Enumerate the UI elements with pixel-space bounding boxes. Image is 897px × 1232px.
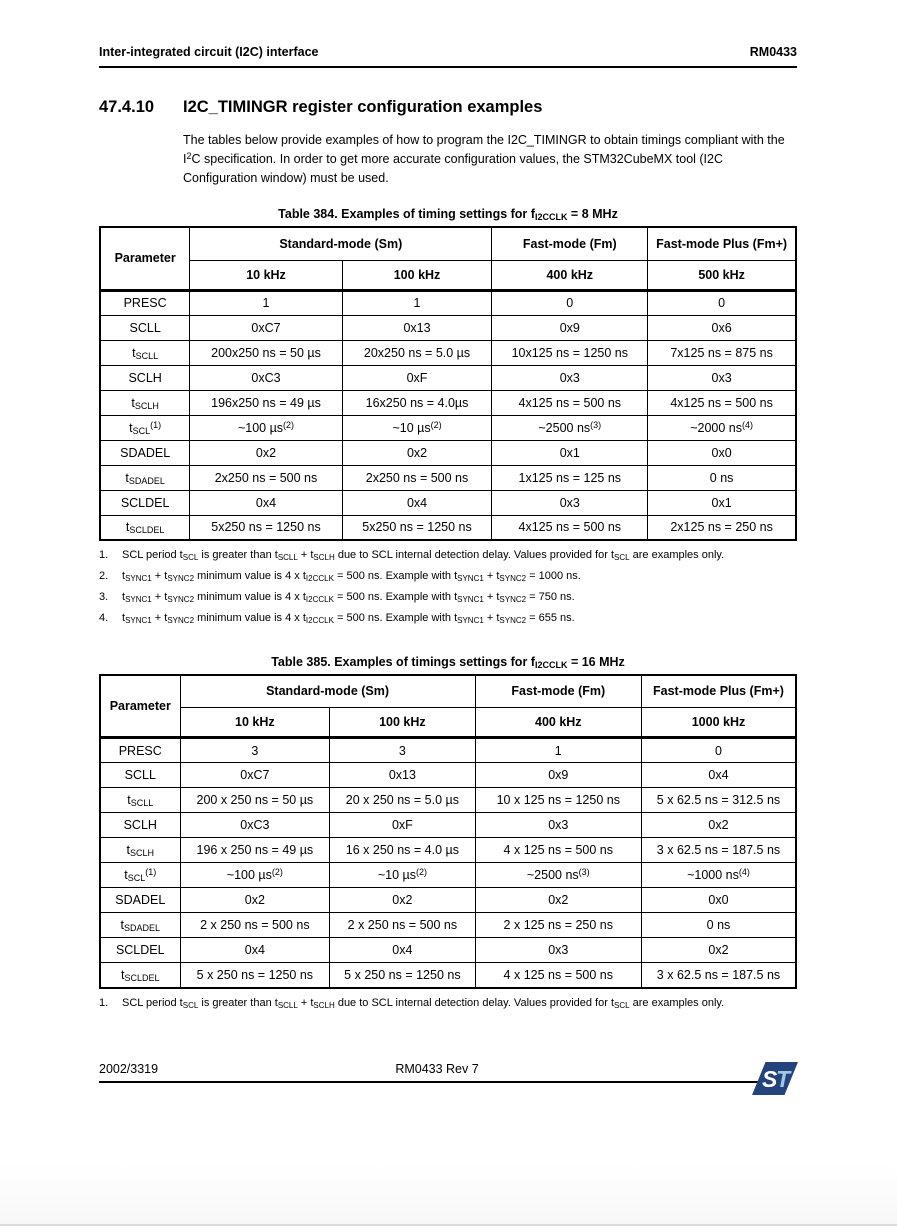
value-cell: 0x0	[648, 440, 796, 465]
table-block	[99, 207, 797, 626]
param-cell: PRESC	[100, 290, 190, 315]
footnote-number: 4.	[99, 612, 109, 624]
value-cell: 2x125 ns = 250 ns	[648, 515, 796, 540]
value-cell: 0x3	[475, 813, 641, 838]
value-cell: 10 x 125 ns = 1250 ns	[475, 788, 641, 813]
footnote-text: SCL period $t_{SCL}$ is greater than $t_{SCLL} + t_{SCLH}$ due to SCL internal detection delay. Values provided for $t_{SCL}$ are examples only.	[122, 549, 725, 562]
table-row	[100, 763, 796, 788]
footnote-item	[99, 549, 797, 563]
footnote-number: 2.	[99, 570, 109, 582]
value-cell: 2x250 ns = 500 ns	[342, 465, 492, 490]
param-cell: $t_{SCLL}$	[100, 788, 180, 813]
value-cell: 2 x 250 ns = 500 ns	[180, 913, 330, 938]
col-header-frequency: 10 kHz	[180, 708, 330, 738]
table-row	[100, 888, 796, 913]
value-cell: 7x125 ns = 875 ns	[648, 340, 796, 365]
col-header-parameter: Parameter	[100, 227, 190, 290]
table-row	[100, 963, 796, 988]
header-row-modes	[100, 675, 796, 708]
timing-table	[99, 674, 797, 989]
footnote-number: 1.	[99, 996, 109, 1009]
col-header-mode: Fast-mode (Fm)	[475, 675, 641, 708]
value-cell: 0 ns	[641, 913, 796, 938]
col-header-frequency: 400 kHz	[492, 260, 648, 290]
col-header-frequency: 100 kHz	[330, 708, 475, 738]
value-cell: 4 x 125 ns = 500 ns	[475, 838, 641, 863]
value-cell: 0x6	[648, 315, 796, 340]
table-row	[100, 515, 796, 540]
value-cell: 1	[190, 290, 342, 315]
value-cell: 4 x 125 ns = 500 ns	[475, 963, 641, 988]
value-cell: ~1000 $ns^{(4)}$	[641, 863, 796, 888]
table-footnotes	[99, 997, 797, 1011]
footnote-number: 3.	[99, 591, 109, 603]
value-cell: ~2500 $ns^{(3)}$	[475, 863, 641, 888]
value-cell: 3	[330, 738, 475, 763]
intro-paragraph: The tables below provide examples of how to program the I2C_TIMINGR to obtain timings compliant with the $I^2C$ specification. In order to get more accurate configuration values, the STM32CubeMX tool (I2C Configuration window) must be used.	[183, 133, 785, 185]
value-cell: 4x125 ns = 500 ns	[648, 390, 796, 415]
param-cell: $t_{SCLL}$	[100, 340, 190, 365]
value-cell: 0x3	[492, 490, 648, 515]
page-bottom-border	[0, 1224, 897, 1226]
value-cell: 0x2	[641, 938, 796, 963]
section-number: 47.4.10	[99, 98, 155, 116]
param-cell: PRESC	[100, 738, 180, 763]
value-cell: 0x13	[330, 763, 475, 788]
value-cell: 2 x 250 ns = 500 ns	[330, 913, 475, 938]
table-row	[100, 440, 796, 465]
col-header-frequency: 500 kHz	[648, 260, 796, 290]
value-cell: 200 x 250 ns = 50 µs	[180, 788, 330, 813]
param-cell: $t_{SCL}^{(1)}$	[100, 863, 180, 888]
param-cell: $t_{SCLDEL}$	[100, 515, 190, 540]
param-cell: SCLH	[100, 813, 180, 838]
table-row	[100, 415, 796, 440]
header-row-frequencies	[100, 708, 796, 738]
document-page	[99, 0, 797, 1018]
param-cell: SDADEL	[100, 440, 190, 465]
value-cell: 5x250 ns = 1250 ns	[342, 515, 492, 540]
table-row	[100, 490, 796, 515]
footnote-text: $t_{SYNC1} + t_{SYNC2}$ minimum value is 4 x $t_{I2CCLK} = 500$ ns. Example with $t_{SYNC1} + t_{SYNC2} = 655$ ns.	[122, 612, 575, 625]
table-row	[100, 340, 796, 365]
value-cell: 200x250 ns = 50 µs	[190, 340, 342, 365]
value-cell: 5x250 ns = 1250 ns	[190, 515, 342, 540]
value-cell: 0x2	[330, 888, 475, 913]
value-cell: 196x250 ns = 49 µs	[190, 390, 342, 415]
value-cell: 0xC3	[180, 813, 330, 838]
footnote-item	[99, 612, 797, 626]
table-block	[99, 655, 797, 1011]
value-cell: 0x9	[475, 763, 641, 788]
value-cell: 0x3	[492, 365, 648, 390]
table-row	[100, 938, 796, 963]
value-cell: 0xF	[330, 813, 475, 838]
param-cell: $t_{SCL}^{(1)}$	[100, 415, 190, 440]
section-title: I2C_TIMINGR register configuration examples	[183, 98, 543, 116]
value-cell: 0x4	[180, 938, 330, 963]
value-cell: 0xC3	[190, 365, 342, 390]
value-cell: 0	[492, 290, 648, 315]
st-logo	[752, 1061, 798, 1096]
header-doc-id: RM0433	[749, 45, 797, 59]
value-cell: 0	[648, 290, 796, 315]
value-cell: 0x2	[180, 888, 330, 913]
table-row	[100, 863, 796, 888]
footnote-item	[99, 570, 797, 584]
table-row	[100, 913, 796, 938]
value-cell: ~2000 $ns^{(4)}$	[648, 415, 796, 440]
param-cell: $t_{SDADEL}$	[100, 913, 180, 938]
param-cell: $t_{SCLH}$	[100, 838, 180, 863]
col-header-parameter: Parameter	[100, 675, 180, 738]
value-cell: 3	[180, 738, 330, 763]
value-cell: 3 x 62.5 ns = 187.5 ns	[641, 963, 796, 988]
value-cell: 1	[342, 290, 492, 315]
col-header-mode: Fast-mode (Fm)	[492, 227, 648, 260]
value-cell: 0x1	[492, 440, 648, 465]
value-cell: 0xC7	[180, 763, 330, 788]
footer-doc-rev: RM0433 Rev 7	[395, 1062, 479, 1076]
param-cell: $t_{SDADEL}$	[100, 465, 190, 490]
col-header-frequency: 1000 kHz	[641, 708, 796, 738]
value-cell: 5 x 62.5 ns = 312.5 ns	[641, 788, 796, 813]
table-row	[100, 738, 796, 763]
footnote-item	[99, 997, 797, 1011]
value-cell: 0x2	[475, 888, 641, 913]
value-cell: 5 x 250 ns = 1250 ns	[180, 963, 330, 988]
timing-table	[99, 226, 797, 541]
value-cell: 4x125 ns = 500 ns	[492, 390, 648, 415]
table-row	[100, 315, 796, 340]
table-row	[100, 465, 796, 490]
section-heading	[99, 98, 797, 117]
param-cell: SCLL	[100, 315, 190, 340]
header-chapter-title: Inter-integrated circuit (I2C) interface	[99, 45, 319, 59]
table-caption: Table 384. Examples of timing settings for $f_{I2CCLK} = 8$ MHz	[278, 207, 618, 222]
footnote-text: $t_{SYNC1} + t_{SYNC2}$ minimum value is 4 x $t_{I2CCLK} = 500$ ns. Example with $t_{SYNC1} + t_{SYNC2} = 1000$ ns.	[122, 570, 581, 583]
footnote-item	[99, 591, 797, 605]
value-cell: 0x4	[330, 938, 475, 963]
col-header-mode: Standard-mode (Sm)	[190, 227, 492, 260]
value-cell: 0x4	[641, 763, 796, 788]
value-cell: 0xC7	[190, 315, 342, 340]
col-header-mode: Fast-mode Plus (Fm+)	[648, 227, 796, 260]
header-row-modes	[100, 227, 796, 260]
page-bottom-shade	[0, 1164, 897, 1224]
value-cell: 0x9	[492, 315, 648, 340]
value-cell: 1	[475, 738, 641, 763]
value-cell: ~10 µs$^{(2)}$	[330, 863, 475, 888]
param-cell: SCLDEL	[100, 938, 180, 963]
table-row	[100, 365, 796, 390]
running-header	[99, 0, 797, 68]
value-cell: 196 x 250 ns = 49 µs	[180, 838, 330, 863]
param-cell: SCLL	[100, 763, 180, 788]
page-footer	[99, 1062, 775, 1083]
value-cell: 16 x 250 ns = 4.0 µs	[330, 838, 475, 863]
value-cell: 2 x 125 ns = 250 ns	[475, 913, 641, 938]
param-cell: $t_{SCLDEL}$	[100, 963, 180, 988]
table-row	[100, 788, 796, 813]
value-cell: 2x250 ns = 500 ns	[190, 465, 342, 490]
value-cell: 0x4	[342, 490, 492, 515]
value-cell: 3 x 62.5 ns = 187.5 ns	[641, 838, 796, 863]
col-header-frequency: 400 kHz	[475, 708, 641, 738]
col-header-mode: Fast-mode Plus (Fm+)	[641, 675, 796, 708]
param-cell: SDADEL	[100, 888, 180, 913]
value-cell: 0x2	[641, 813, 796, 838]
footnote-text: $t_{SYNC1} + t_{SYNC2}$ minimum value is 4 x $t_{I2CCLK} = 500$ ns. Example with $t_{SYNC1} + t_{SYNC2} = 750$ ns.	[122, 591, 575, 604]
value-cell: 20 x 250 ns = 5.0 µs	[330, 788, 475, 813]
tables-container	[99, 207, 797, 1010]
table-footnotes	[99, 549, 797, 626]
col-header-frequency: 10 kHz	[190, 260, 342, 290]
value-cell: ~100 µs$^{(2)}$	[180, 863, 330, 888]
col-header-frequency: 100 kHz	[342, 260, 492, 290]
value-cell: ~100 µs$^{(2)}$	[190, 415, 342, 440]
table-row	[100, 838, 796, 863]
value-cell: 0 ns	[648, 465, 796, 490]
param-cell: SCLH	[100, 365, 190, 390]
value-cell: 1x125 ns = 125 ns	[492, 465, 648, 490]
col-header-mode: Standard-mode (Sm)	[180, 675, 475, 708]
svg-text:T: T	[776, 1066, 791, 1092]
value-cell: 0x0	[641, 888, 796, 913]
table-head	[100, 227, 796, 290]
footer-page-number: 2002/3319	[99, 1062, 159, 1076]
table-row	[100, 390, 796, 415]
value-cell: 0x3	[648, 365, 796, 390]
param-cell: $t_{SCLH}$	[100, 390, 190, 415]
table-body	[100, 290, 796, 540]
table-body	[100, 738, 796, 988]
value-cell: 0x2	[190, 440, 342, 465]
table-head	[100, 675, 796, 738]
footnote-text: SCL period $t_{SCL}$ is greater than $t_{SCLL} + t_{SCLH}$ due to SCL internal detection delay. Values provided for $t_{SCL}$ are examples only.	[122, 996, 725, 1010]
value-cell: 16x250 ns = 4.0µs	[342, 390, 492, 415]
table-row	[100, 813, 796, 838]
param-cell: SCLDEL	[100, 490, 190, 515]
value-cell: 0x2	[342, 440, 492, 465]
table-caption: Table 385. Examples of timings settings for $f_{I2CCLK} = 16$ MHz	[271, 654, 625, 670]
value-cell: 10x125 ns = 1250 ns	[492, 340, 648, 365]
header-row-frequencies	[100, 260, 796, 290]
value-cell: 0x4	[190, 490, 342, 515]
table-row	[100, 290, 796, 315]
value-cell: ~2500 $ns^{(3)}$	[492, 415, 648, 440]
value-cell: 20x250 ns = 5.0 µs	[342, 340, 492, 365]
value-cell: 0x3	[475, 938, 641, 963]
svg-text:S: S	[762, 1066, 778, 1092]
value-cell: 4x125 ns = 500 ns	[492, 515, 648, 540]
value-cell: 5 x 250 ns = 1250 ns	[330, 963, 475, 988]
value-cell: 0	[641, 738, 796, 763]
value-cell: 0x13	[342, 315, 492, 340]
value-cell: ~10 µs$^{(2)}$	[342, 415, 492, 440]
value-cell: 0xF	[342, 365, 492, 390]
value-cell: 0x1	[648, 490, 796, 515]
footnote-number: 1.	[99, 549, 109, 561]
